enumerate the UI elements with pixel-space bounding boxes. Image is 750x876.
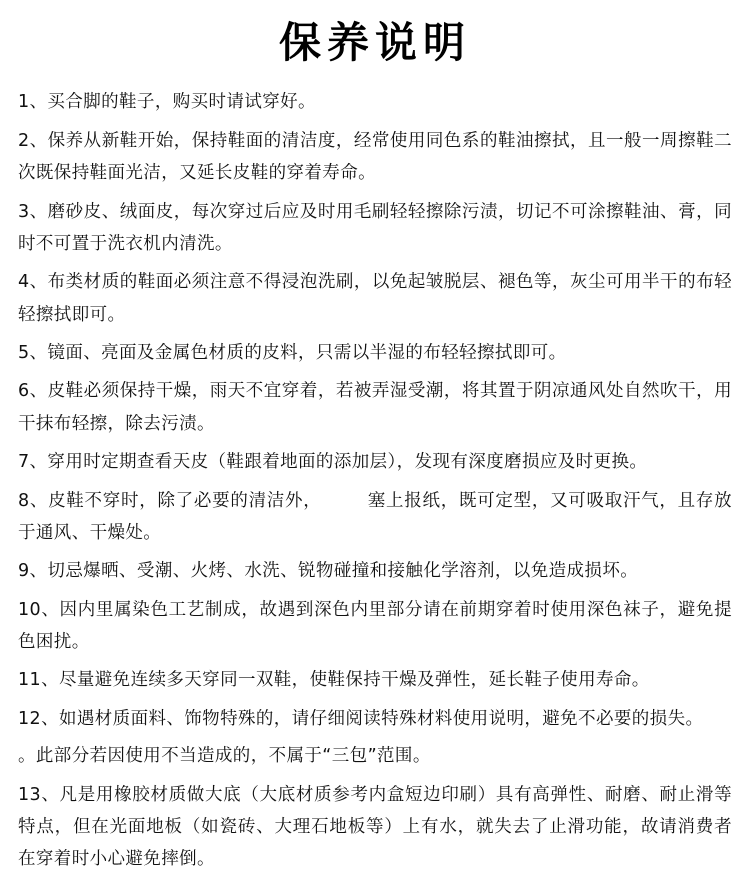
list-item: 5、镜面、亮面及金属色材质的皮料，只需以半湿的布轻轻擦拭即可。 xyxy=(18,343,567,364)
list-item: 12、如遇材质面料、饰物特殊的，请仔细阅读特殊材料使用说明，避免不必要的损失。 xyxy=(18,708,704,729)
list-item: 6、皮鞋必须保持干燥，雨天不宜穿着，若被弄湿受潮，将其置于阴凉通风处自然吹干，用干抹布轻擦，除去污渍。 xyxy=(18,381,732,434)
list-item: 7、穿用时定期查看天皮（鞋跟着地面的添加层），发现有深度磨损应及时更换。 xyxy=(18,452,648,473)
instructions-list xyxy=(18,86,732,875)
list-item: 1、买合脚的鞋子，购买时请试穿好。 xyxy=(18,92,316,113)
list-item: 9、切忌爆晒、受潮、火烤、水洗、锐物碰撞和接触化学溶剂，以免造成损坏。 xyxy=(18,561,639,582)
list-item xyxy=(18,485,732,550)
list-item: 3、磨砂皮、绒面皮，每次穿过后应及时用毛刷轻轻擦除污渍，切记不可涂擦鞋油、膏，同时不可置于洗衣机内清洗。 xyxy=(18,201,732,254)
list-item: 13、凡是用橡胶材质做大底（大底材质参考内盒短边印刷）具有高弹性、耐磨、耐止滑等特点，但在光面地板（如瓷砖、大理石地板等）上有水，就失去了止滑功能，故请消费者在穿着时小心避免摔倒。 xyxy=(18,784,732,870)
list-item-text-part-1: 8、皮鞋不穿时，除了必要的清洁外， xyxy=(18,490,322,511)
list-item: 。此部分若因使用不当造成的，不属于“三包”范围。 xyxy=(18,746,431,767)
list-item: 10、因内里属染色工艺制成，故遇到深色内里部分请在前期穿着时使用深色袜子，避免提色困扰。 xyxy=(18,599,732,653)
list-item-text-part-2: 塞上报纸，既可定型，又可吸取汗气，且存放于通风、干燥处。 xyxy=(18,490,733,543)
list-item: 2、保养从新鞋开始，保持鞋面的清洁度，经常使用同色系的鞋油擦拭，且一般一周擦鞋二次既保持鞋面光洁，又延长皮鞋的穿着寿命。 xyxy=(18,130,732,184)
list-item: 11、尽量避免连续多天穿同一双鞋，使鞋保持干燥及弹性，延长鞋子使用寿命。 xyxy=(18,670,650,691)
list-item: 4、布类材质的鞋面必须注意不得浸泡洗刷，以免起皱脱层、褪色等，灰尘可用半干的布轻轻擦拭即可。 xyxy=(18,272,732,325)
page-title: 保养说明 xyxy=(278,18,471,67)
